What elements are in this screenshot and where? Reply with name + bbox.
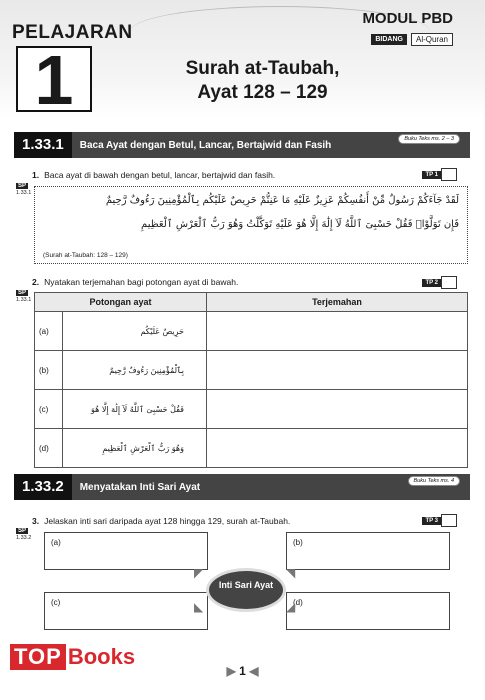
pelajaran-label: PELAJARAN <box>12 22 133 43</box>
answer-box-a[interactable] <box>44 532 208 570</box>
sp-label: SP <box>18 290 27 296</box>
section-1-bar <box>14 132 470 158</box>
answer-box-c-label: (c) <box>51 598 61 607</box>
sp-code: 1.33.2 <box>16 535 32 541</box>
watermark-top: TOP <box>10 644 66 670</box>
row-label: (b) <box>35 351 63 390</box>
bidang-label: BIDANG <box>371 34 407 45</box>
question-1-num: 1. <box>32 170 40 180</box>
verse-citation: (Surah at-Taubah: 128 – 129) <box>43 252 128 259</box>
page-number <box>0 664 485 678</box>
row-ayat: حَرِيصٌ عَلَيْكُم <box>63 312 207 351</box>
arrow-down-left-icon: ◣ <box>194 600 204 614</box>
section-2-ref: Buku Teks ms. 4 <box>408 476 460 486</box>
tp-badge-2 <box>422 276 457 289</box>
section-1-title: Baca Ayat dengan Betul, Lancar, Bertajwid dan Fasih <box>79 139 332 151</box>
tp-checkbox[interactable] <box>441 514 457 527</box>
tp-label: TP 2 <box>422 279 441 287</box>
question-2 <box>32 277 238 287</box>
verse-line-2: فَإِن تَوَلَّوْا۟ فَقُلْ حَسْبِىَ ٱللَّهُ لَآ إِلَٰهَ إِلَّا هُوَ عَلَيْهِ تَوَكَّلْتُ وَهُوَ رَبُّ ٱلْعَرْشِ ٱلْعَظِيمِ <box>141 219 459 230</box>
row-terjemahan-field[interactable] <box>207 390 468 429</box>
section-2-number: 1.33.2 <box>14 474 72 500</box>
sp-badge-3 <box>16 528 31 541</box>
tp-checkbox[interactable] <box>441 168 457 181</box>
question-1-text: Baca ayat di bawah dengan betul, lancar, bertajwid dan fasih. <box>44 170 276 180</box>
sp-label: SP <box>18 528 27 534</box>
row-ayat: بِٱلْمُؤْمِنِينَ رَءُوفٌ رَّحِيمٌ <box>63 351 207 390</box>
row-terjemahan-field[interactable] <box>207 351 468 390</box>
section-2-bar <box>14 474 470 500</box>
table-row <box>35 312 468 351</box>
table-row <box>35 429 468 468</box>
answer-box-d[interactable] <box>286 592 450 630</box>
bidang-value: Al-Quran <box>411 33 453 46</box>
question-1 <box>32 170 275 180</box>
section-1-number: 1.33.1 <box>14 132 72 158</box>
page-number-value: 1 <box>239 664 246 678</box>
page-right-arrow-icon: ◀ <box>249 664 259 678</box>
question-2-num: 2. <box>32 277 40 287</box>
tp-badge-3 <box>422 514 457 527</box>
tp-badge-1 <box>422 168 457 181</box>
row-terjemahan-field[interactable] <box>207 429 468 468</box>
arrow-up-left-icon: ◤ <box>194 566 204 580</box>
question-3 <box>32 516 290 526</box>
table-header-row <box>35 293 468 312</box>
question-3-text: Jelaskan inti sari daripada ayat 128 hingga 129, surah at-Taubah. <box>44 516 291 526</box>
section-2-title: Menyatakan Inti Sari Ayat <box>79 481 201 493</box>
sp-badge-1 <box>16 183 31 196</box>
sp-code: 1.33.1 <box>16 297 32 303</box>
row-label: (d) <box>35 429 63 468</box>
page-title-line2: Ayat 128 – 129 <box>197 82 328 103</box>
section-1-ref: Buku Teks ms. 2 – 3 <box>398 134 460 144</box>
question-2-text: Nyatakan terjemahan bagi potongan ayat di bawah. <box>44 277 239 287</box>
page-title-line1: Surah at-Taubah, <box>185 58 340 79</box>
row-label: (c) <box>35 390 63 429</box>
bidang-row <box>371 33 453 46</box>
row-terjemahan-field[interactable] <box>207 312 468 351</box>
verse-box <box>34 186 468 264</box>
sp-label: SP <box>18 183 27 189</box>
table-row <box>35 351 468 390</box>
answer-box-a-label: (a) <box>51 538 61 547</box>
answer-box-d-label: (d) <box>293 598 303 607</box>
row-ayat: فَقُلْ حَسْبِىَ ٱللَّهُ لَآ إِلَٰهَ إِلَّا هُوَ <box>63 390 207 429</box>
page-left-arrow-icon: ▶ <box>226 664 236 678</box>
watermark-books: Books <box>67 644 136 669</box>
row-ayat: وَهُوَ رَبُّ ٱلْعَرْشِ ٱلْعَظِيمِ <box>63 429 207 468</box>
col-header-terjemahan: Terjemahan <box>207 293 468 312</box>
answer-box-c[interactable] <box>44 592 208 630</box>
row-label: (a) <box>35 312 63 351</box>
modul-title: MODUL PBD <box>362 10 453 27</box>
answer-box-b-label: (b) <box>293 538 303 547</box>
answer-box-b[interactable] <box>286 532 450 570</box>
inti-sari-center: Inti Sari Ayat <box>206 568 286 612</box>
arrow-up-right-icon: ◥ <box>286 566 296 580</box>
tp-checkbox[interactable] <box>441 276 457 289</box>
arrow-down-right-icon: ◢ <box>286 600 296 614</box>
sp-code: 1.33.1 <box>16 190 32 196</box>
verse-line-1: لَقَدْ جَآءَكُمْ رَسُولٌ مِّنْ أَنفُسِكُمْ عَزِيزٌ عَلَيْهِ مَا عَنِتُّمْ حَرِيصٌ عَلَيْكُم بِٱلْمُؤْمِنِينَ رَءُوفٌ رَّحِيمٌ <box>105 195 459 206</box>
tp-label: TP 1 <box>422 171 441 179</box>
translation-table <box>34 292 468 468</box>
question-3-num: 3. <box>32 516 40 526</box>
tp-label: TP 3 <box>422 517 441 525</box>
col-header-ayat: Potongan ayat <box>35 293 207 312</box>
table-row <box>35 390 468 429</box>
lesson-number: 1 <box>34 41 74 119</box>
sp-badge-2 <box>16 290 31 303</box>
